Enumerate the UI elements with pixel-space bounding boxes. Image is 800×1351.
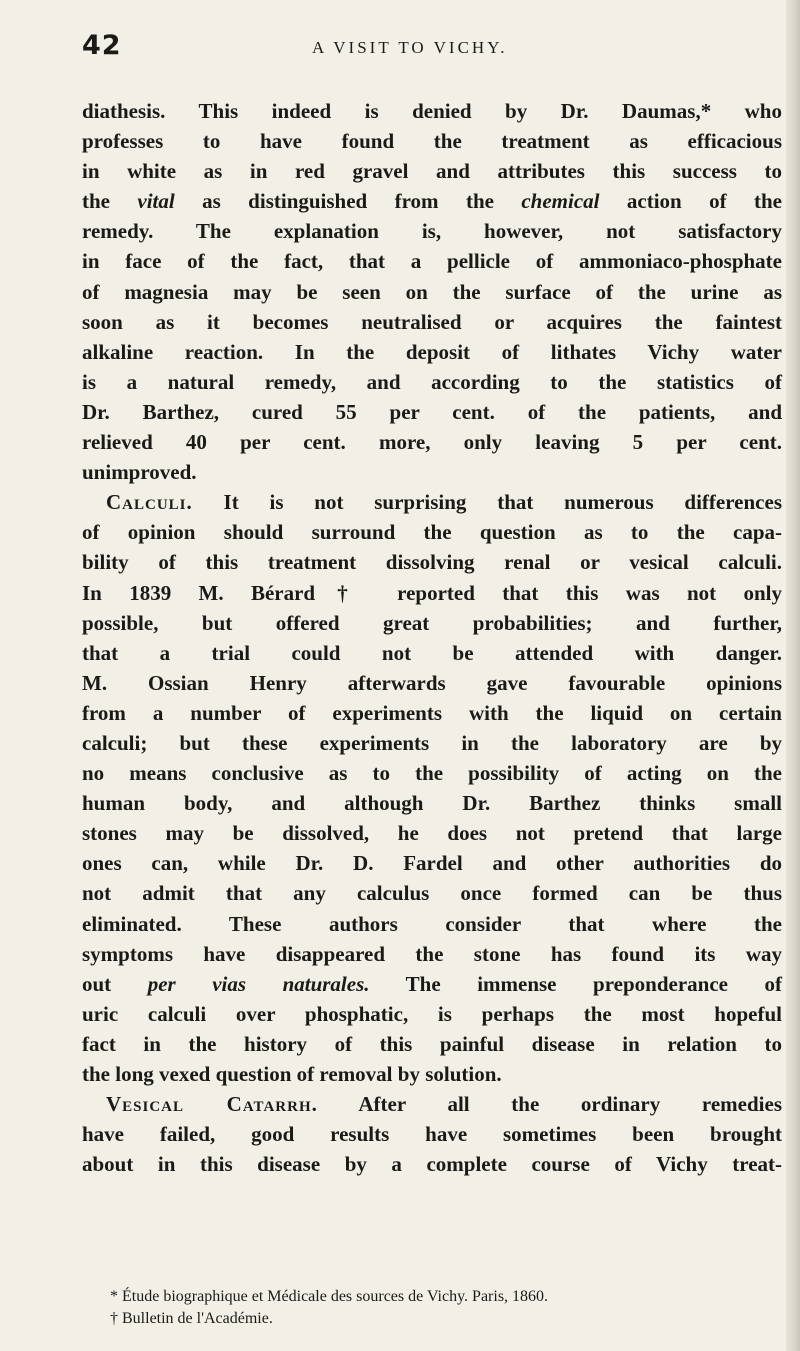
text-line: remedy. The explanation is, however, not satisfactory — [82, 219, 782, 244]
text-line: diathesis. This indeed is denied by Dr. Daumas,* who — [82, 99, 782, 123]
section-heading-calculi: Calculi. — [106, 490, 193, 515]
text-line: in white as in red gravel and attributes this success to — [82, 159, 782, 184]
text-line: soon as it becomes neutralised or acquires the faintest — [82, 309, 782, 334]
text-line: calculi; but these experiments in the laboratory are by — [82, 730, 782, 755]
text-line — [82, 487, 782, 517]
text-run: The immense preponderance of — [369, 971, 782, 996]
section-heading-vesical-catarrh: Vesical Catarrh. — [106, 1092, 318, 1117]
text-line: human body, and although Dr. Barthez thinks small — [82, 791, 782, 816]
text-line: uric calculi over phosphatic, is perhaps the most hopeful — [82, 1001, 782, 1026]
text-line: fact in the history of this painful disease in relation to — [82, 1031, 782, 1056]
text-run: the — [82, 189, 138, 214]
text-line: have failed, good results have sometimes been brought — [82, 1122, 782, 1147]
text-line: possible, but offered great probabilities; and further, — [82, 610, 782, 635]
text-line: In 1839 M. Bérard† reported that this was not only — [82, 580, 782, 605]
footnote-2: † Bulletin de l'Académie. — [110, 1310, 273, 1327]
text-line: eliminated. These authors consider that where the — [82, 911, 782, 936]
text-run: After all the ordinary remedies — [317, 1092, 782, 1117]
text-line: unimproved. — [82, 460, 197, 485]
text-line: professes to have found the treatment as efficacious — [82, 129, 782, 154]
text-run: out — [82, 971, 148, 996]
text-line: from a number of experiments with the liquid on certain — [82, 700, 782, 725]
text-line: is a natural remedy, and according to the statistics of — [82, 369, 782, 394]
page-header — [82, 30, 782, 70]
page-number: 42 — [82, 30, 122, 61]
footnote-1: * Étude biographique et Médicale des sources de Vichy. Paris, 1860. — [110, 1288, 549, 1305]
text-line: stones may be dissolved, he does not pretend that large — [82, 821, 782, 846]
text-line: ones can, while Dr. D. Fardel and other authorities do — [82, 851, 782, 876]
text-run: as distinguished from the — [174, 189, 522, 214]
text-line: Dr. Barthez, cured 55 per cent. of the patients, and — [82, 399, 782, 424]
text-line — [82, 1089, 782, 1119]
body-text — [82, 96, 782, 1179]
text-line: that a trial could not be attended with danger. — [82, 640, 782, 665]
italic-chemical: chemical — [521, 189, 600, 214]
page-edge — [786, 0, 800, 1351]
text-line: of opinion should surround the question as to the capa- — [82, 520, 782, 545]
text-line: M. Ossian Henry afterwards gave favourable opinions — [82, 670, 782, 695]
footnotes — [110, 1286, 780, 1330]
text-line: relieved 40 per cent. more, only leaving 5 per cent. — [82, 430, 782, 455]
text-line: the long vexed question of removal by solution. — [82, 1062, 502, 1086]
text-line: no means conclusive as to the possibility of acting on the — [82, 761, 782, 786]
text-line — [82, 186, 782, 216]
text-line: symptoms have disappeared the stone has found its way — [82, 941, 782, 966]
italic-vital: vital — [137, 189, 175, 214]
running-head: A VISIT TO VICHY. — [312, 38, 508, 57]
text-run: action of the — [599, 189, 782, 214]
text-line: alkaline reaction. In the deposit of lithates Vichy water — [82, 339, 782, 364]
text-line: in face of the fact, that a pellicle of ammoniaco-phosphate — [82, 249, 782, 274]
text-line: about in this disease by a complete course of Vichy treat- — [82, 1152, 782, 1177]
text-run: It is not surprising that numerous differences — [192, 490, 782, 515]
text-line: bility of this treatment dissolving renal or vesical calculi. — [82, 550, 782, 575]
text-line: of magnesia may be seen on the surface of the urine as — [82, 279, 782, 304]
italic-per-vias: per vias naturales. — [147, 971, 370, 996]
text-line: not admit that any calculus once formed can be thus — [82, 881, 782, 906]
text-line — [82, 969, 782, 999]
